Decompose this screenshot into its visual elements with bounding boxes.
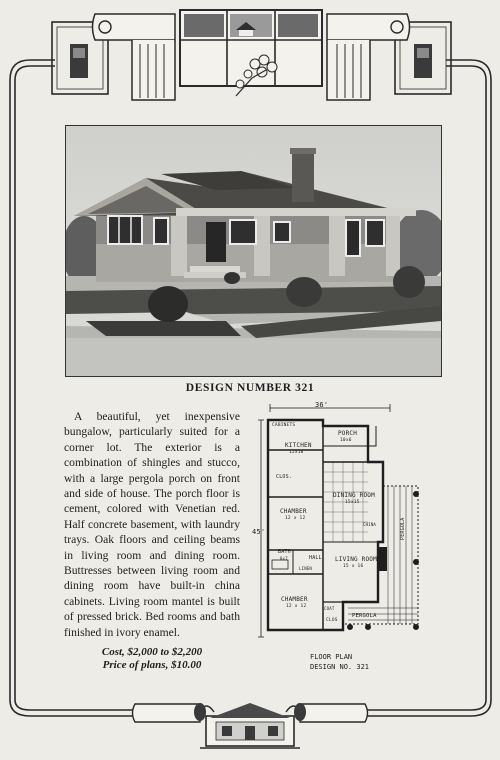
floor-plan-caption-line-2: DESIGN NO. 321	[310, 663, 370, 671]
design-title: DESIGN NUMBER 321	[185, 382, 315, 394]
plan-label-living-size: 15 x 16	[343, 564, 364, 569]
plan-label-porch: PORCH	[338, 430, 358, 437]
plan-label-dining-room: DINING ROOM	[333, 492, 375, 499]
plan-label-living-room: LIVING ROOM	[335, 556, 377, 563]
plan-label-chamber-2-size: 12 x 12	[286, 604, 307, 609]
plan-width-dimension: 36'	[315, 401, 329, 409]
plan-label-porch-size: 10x6	[340, 438, 352, 443]
plan-label-coat: COAT	[324, 606, 335, 611]
plan-label-pergola-front: PERGOLA	[352, 613, 377, 619]
plan-label-dining-size: 15x15	[345, 500, 360, 505]
plan-label-chamber-1-size: 12 x 12	[285, 516, 306, 521]
plan-label-bath-size: 8x7	[280, 556, 288, 561]
house-photograph	[65, 125, 442, 377]
plan-depth-dimension: 45'	[252, 528, 266, 536]
cost-text: Cost, $2,000 to $2,200	[101, 646, 203, 658]
header-window-ornament	[93, 10, 410, 100]
floor-plan-caption	[310, 652, 410, 672]
bottom-house-ornament	[133, 703, 368, 748]
plan-label-pergola-side: PERGOLA	[400, 517, 406, 540]
floor-plan-caption-line-1: FLOOR PLAN	[310, 653, 353, 661]
cost-block	[64, 646, 240, 672]
plan-label-closet-lower: CLOS	[326, 618, 338, 623]
plan-label-china: CHINA	[363, 522, 377, 527]
price-text: Price of plans, $10.00	[102, 659, 202, 671]
plan-label-cabinets: CABINETS	[272, 423, 296, 428]
plan-label-hall: HALL	[309, 555, 322, 561]
plan-label-chamber-2: CHAMBER	[281, 596, 308, 603]
design-description: A beautiful, yet inexpensive bungalow, particularly suited for a corner lot. The exterior is a combination of shingles and stucco, with a large pergola porch on front and side of house. The porch floor is cement, colored with Venetian red. Half concrete basement, with laundry trays. Oak floors and ceiling beams in living room and dining room. Buttresses between living room and dining room have built-in china cabinets. Living room mantel is built of pressed brick. Bed rooms and bath finished in ivory enamel.	[64, 410, 240, 639]
plan-label-kitchen: KITCHEN	[285, 442, 312, 449]
plan-label-closet-upper: CLOS.	[276, 474, 293, 480]
plan-label-bath: BATH	[278, 549, 291, 555]
plan-label-chamber-1: CHAMBER	[280, 508, 307, 515]
plan-label-linen: LINEN	[299, 566, 313, 571]
plan-label-kitchen-size: 12x10	[289, 450, 304, 455]
